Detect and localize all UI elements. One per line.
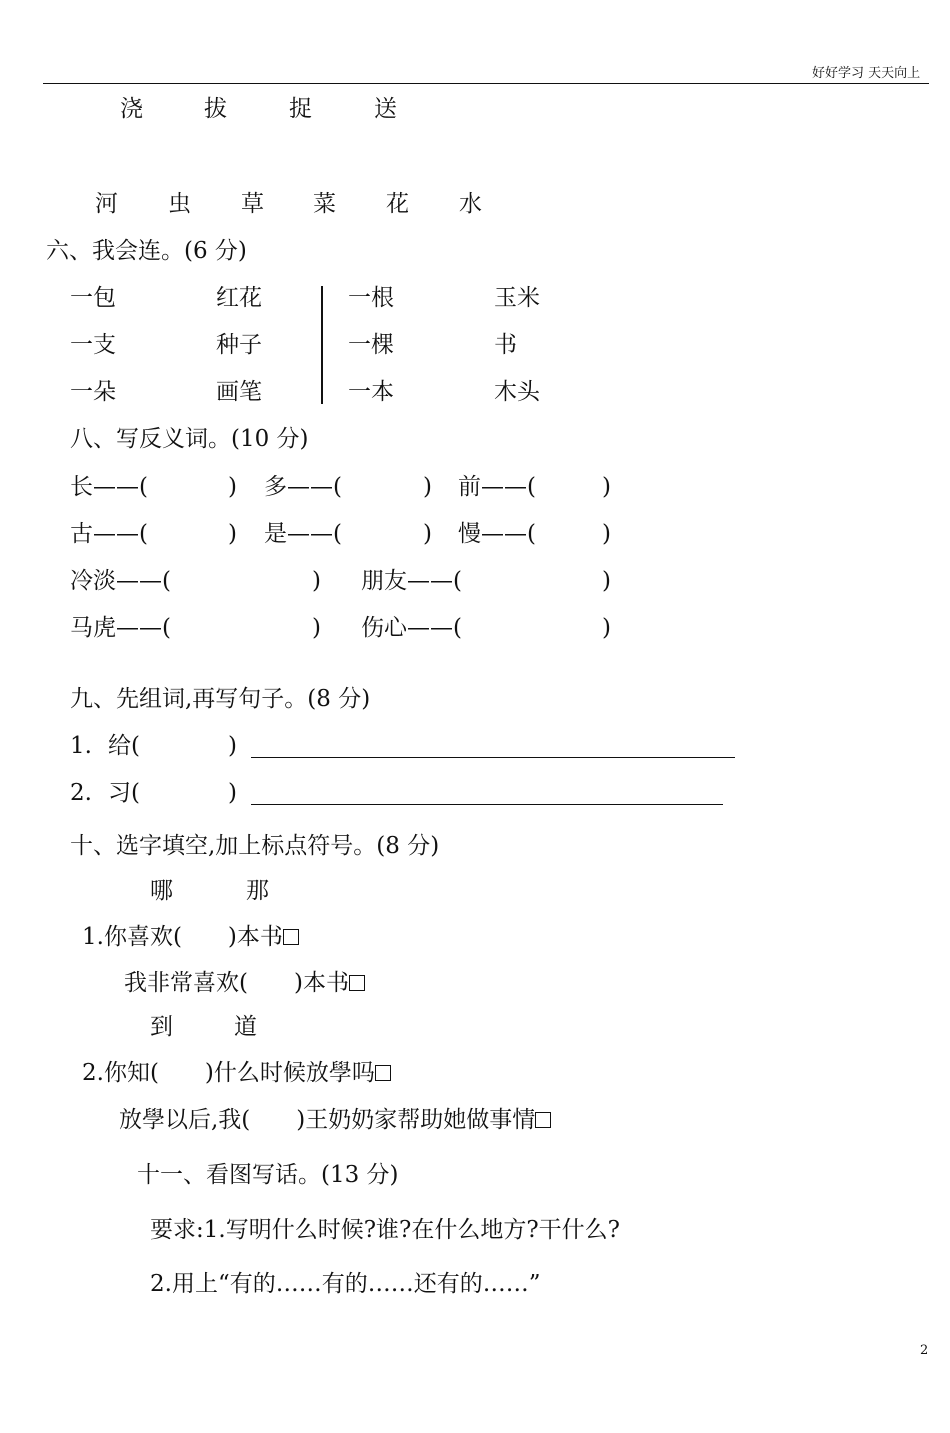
measure-word: 一支 (70, 332, 116, 358)
punctuation-box[interactable] (535, 1112, 551, 1128)
antonym-prompt: 慢——( (458, 521, 536, 547)
antonym-prompt: 马虎——( (70, 615, 171, 641)
match-divider (321, 286, 323, 404)
noun-word: 书 (494, 332, 517, 358)
answer-close: ) (602, 521, 611, 547)
fill-sentence (119, 1107, 551, 1133)
sentence-line[interactable] (251, 804, 723, 805)
answer-close: ) (312, 615, 321, 641)
sentence-part: )王奶奶家帮助她做事情 (296, 1107, 536, 1133)
sentence-line[interactable] (251, 757, 735, 758)
sentence-part: )本书 (293, 970, 349, 996)
noun-char: 菜 (313, 191, 336, 217)
sentence-part: 2.你知( (82, 1060, 159, 1086)
noun-word: 画笔 (216, 379, 262, 405)
item-number: 2. (70, 780, 92, 806)
antonym-prompt: 古——( (70, 521, 148, 547)
noun-char: 水 (459, 191, 482, 217)
noun-char: 花 (386, 191, 409, 217)
antonym-prompt: 伤心——( (361, 615, 462, 641)
measure-word: 一朵 (70, 379, 116, 405)
noun-word: 红花 (216, 285, 262, 311)
punctuation-box[interactable] (283, 929, 299, 945)
answer-close: ) (228, 474, 237, 500)
answer-close: ) (602, 615, 611, 641)
measure-word: 一本 (348, 379, 394, 405)
answer-close: ) (423, 474, 432, 500)
verb-char: 拔 (204, 96, 227, 122)
choice-char: 道 (234, 1014, 257, 1040)
section-11-title: 十一、看图写话。(13 分) (137, 1162, 399, 1188)
section-6-title: 六、我会连。(6 分) (46, 238, 247, 264)
fill-sentence (82, 924, 299, 950)
header-rule (43, 83, 929, 84)
antonym-prompt: 长——( (70, 474, 148, 500)
sentence-part: 我非常喜欢( (124, 970, 248, 996)
punctuation-box[interactable] (375, 1065, 391, 1081)
header-motto: 好好学习 天天向上 (812, 66, 921, 81)
word-prompt: 习( (108, 780, 140, 806)
verb-char: 浇 (120, 96, 143, 122)
sentence-part: 1.你喜欢( (82, 924, 182, 950)
answer-close: ) (602, 474, 611, 500)
sentence-part: )什么时候放學吗 (204, 1060, 375, 1086)
section-10-title: 十、选字填空,加上标点符号。(8 分) (70, 833, 440, 859)
noun-word: 木头 (494, 379, 540, 405)
item-number: 1. (70, 733, 92, 759)
antonym-prompt: 冷淡——( (70, 568, 171, 594)
choice-char: 那 (246, 878, 269, 904)
noun-word: 玉米 (494, 285, 540, 311)
sentence-part: )本书 (227, 924, 283, 950)
section-9-title: 九、先组词,再写句子。(8 分) (70, 686, 371, 712)
requirement-2: 2.用上“有的……有的……还有的……” (150, 1271, 541, 1297)
antonym-prompt: 是——( (264, 521, 342, 547)
verb-char: 送 (374, 96, 397, 122)
word-prompt: 给( (108, 733, 140, 759)
answer-close: ) (228, 521, 237, 547)
fill-sentence (82, 1060, 391, 1086)
antonym-prompt: 朋友——( (361, 568, 462, 594)
measure-word: 一根 (348, 285, 394, 311)
antonym-prompt: 前——( (458, 474, 536, 500)
requirement-1: 要求:1.写明什么时候?谁?在什么地方?干什么? (150, 1217, 621, 1243)
antonym-prompt: 多——( (264, 474, 342, 500)
fill-sentence (124, 970, 365, 996)
noun-char: 虫 (168, 191, 191, 217)
noun-char: 河 (95, 191, 118, 217)
sentence-part: 放學以后,我( (119, 1107, 251, 1133)
answer-close: ) (228, 780, 237, 806)
measure-word: 一棵 (348, 332, 394, 358)
punctuation-box[interactable] (349, 975, 365, 991)
answer-close: ) (602, 568, 611, 594)
verb-char: 捉 (289, 96, 312, 122)
answer-close: ) (228, 733, 237, 759)
choice-char: 到 (150, 1014, 173, 1040)
answer-close: ) (423, 521, 432, 547)
choice-char: 哪 (150, 878, 173, 904)
measure-word: 一包 (70, 285, 116, 311)
noun-word: 种子 (216, 332, 262, 358)
section-8-title: 八、写反义词。(10 分) (70, 426, 309, 452)
answer-close: ) (312, 568, 321, 594)
noun-char: 草 (241, 191, 264, 217)
page-number: 2 (920, 1343, 929, 1358)
